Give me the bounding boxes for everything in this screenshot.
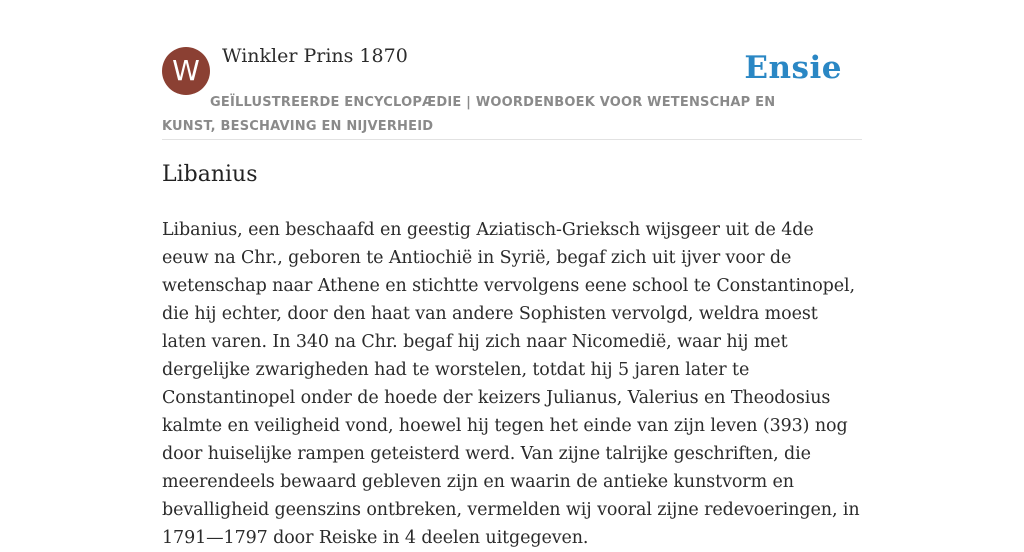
source-subtitle: GEÏLLUSTREERDE ENCYCLOPÆDIE | WOORDENBOEK VOOR WETENSCHAP EN KUNST, BESCHAVING EN NIJVERHEID [162,95,776,134]
source-avatar[interactable]: W [162,47,210,95]
article-title: Libanius [162,162,258,187]
header-divider [162,139,862,140]
source-title-link[interactable]: Winkler Prins 1870 [222,45,408,67]
ensie-logo[interactable]: Ensie [744,50,842,86]
article-body: Libanius, een beschaafd en geestig Aziatisch-Grieksch wijsgeer uit de 4de eeuw na Chr., geboren te Antiochië in Syrië, begaf zich uit ijver voor de wetenschap naar Athene en stichtte vervolgens eene school te Constantinopel, die hij echter, door den haat van andere Sophisten vervolgd, weldra moest laten varen. In 340 na Chr. begaf hij zich naar Nicomedië, waar hij met dergelijke zwarigheden had te worstelen, totdat hij 5 jaren later te Constantinopel onder de hoede der keizers Julianus, Valerius en Theodosius kalmte en veiligheid vond, hoewel hij tegen het einde van zijn leven (393) nog door huiselijke rampen geteisterd werd. Van zijne talrijke geschriften, die meerendeels bewaard gebleven zijn en waarin de antieke kunstvorm en bevalligheid geenszins ontbreken, vermelden wij vooral zijne redevoeringen, in 1791—1797 door Reiske in 4 deelen uitgegeven. [162,220,860,548]
